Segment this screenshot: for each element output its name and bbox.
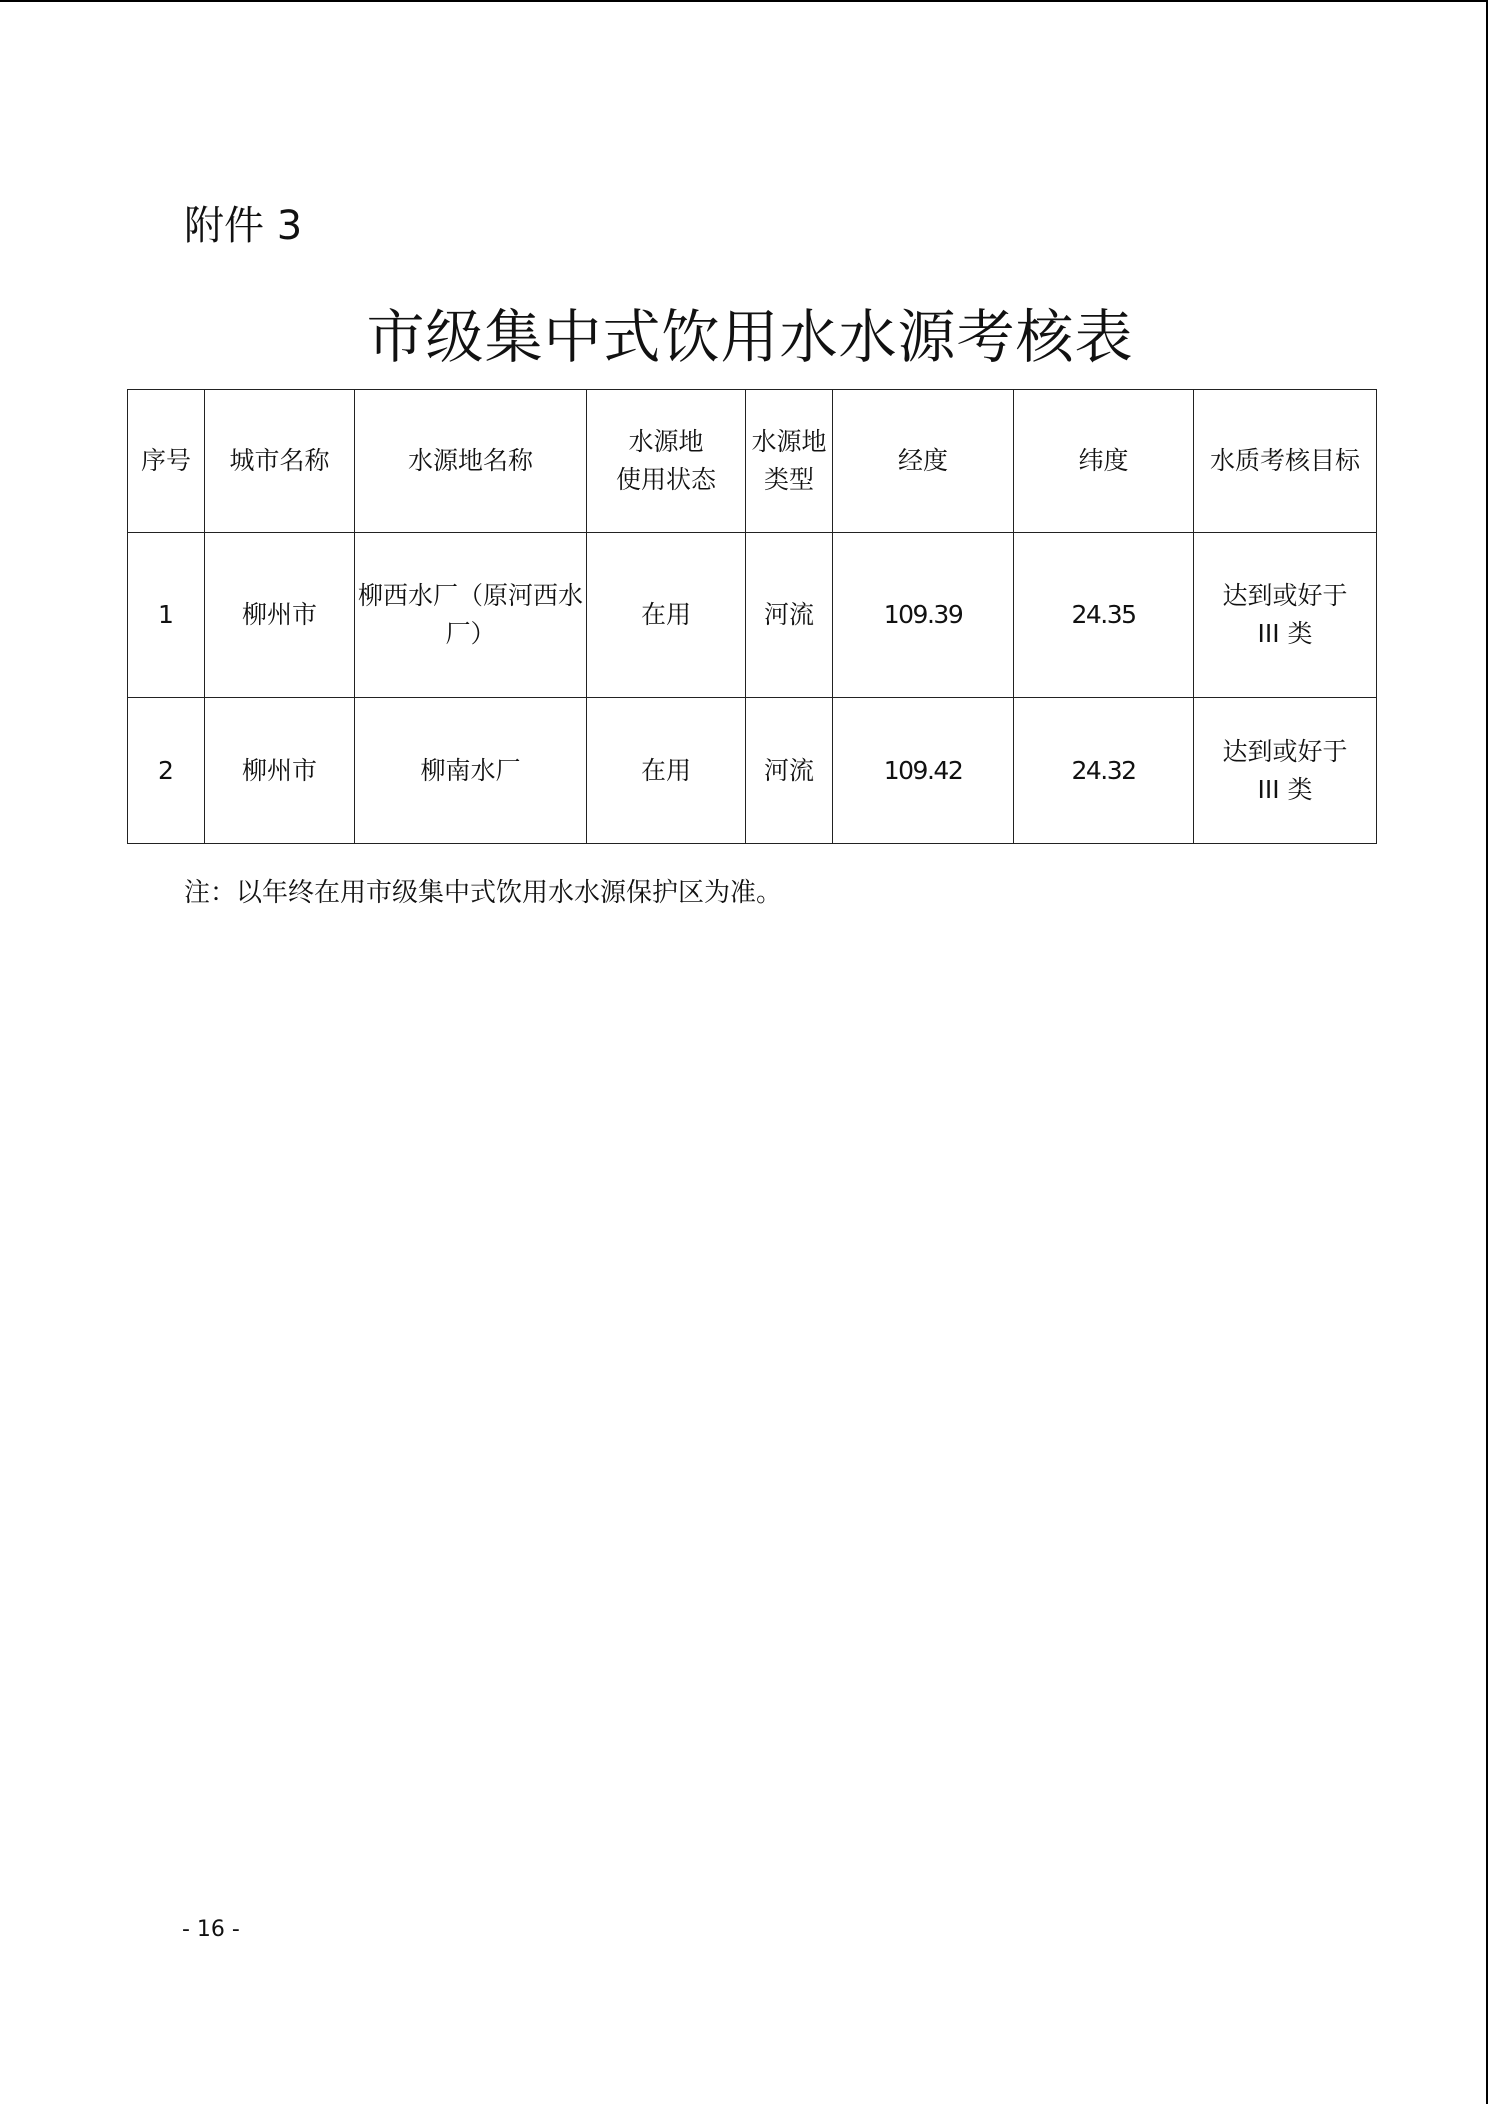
header-city: 城市名称: [205, 390, 355, 533]
cell-city: 柳州市: [205, 533, 355, 698]
page-border-top: [0, 0, 1488, 2]
cell-target: [1194, 533, 1377, 698]
cell-seq: 2: [128, 698, 205, 844]
cell-seq: 1: [128, 533, 205, 698]
header-type: [746, 390, 833, 533]
header-status: [587, 390, 746, 533]
table-row: [128, 698, 1377, 844]
table-note: 注：以年终在用市级集中式饮用水水源保护区为准。: [184, 878, 783, 908]
cell-source-name: 柳南水厂: [355, 698, 587, 844]
cell-target-line1: 达到或好于: [1222, 736, 1348, 766]
header-source-name: 水源地名称: [355, 390, 587, 533]
table-row: [128, 533, 1377, 698]
cell-type: 河流: [746, 533, 833, 698]
header-longitude: 经度: [833, 390, 1014, 533]
header-target: 水质考核目标: [1194, 390, 1377, 533]
cell-target-line2: III 类: [1257, 774, 1313, 804]
attachment-label: 附件 3: [184, 203, 303, 249]
cell-longitude: 109.39: [833, 533, 1014, 698]
cell-target-line1: 达到或好于: [1222, 581, 1348, 610]
table-header-row: [128, 390, 1377, 533]
cell-city: 柳州市: [205, 698, 355, 844]
header-type-line1: 水源地: [751, 427, 827, 456]
cell-latitude: 24.32: [1014, 698, 1194, 844]
cell-target-line2: III 类: [1257, 619, 1313, 648]
page-title: 市级集中式饮用水水源考核表: [366, 303, 1134, 371]
header-latitude: 纬度: [1014, 390, 1194, 533]
cell-longitude: 109.42: [833, 698, 1014, 844]
header-seq: 序号: [128, 390, 205, 533]
assessment-table: [127, 389, 1377, 844]
header-status-line1: 水源地: [628, 427, 704, 456]
cell-status: 在用: [587, 533, 746, 698]
cell-status: 在用: [587, 698, 746, 844]
cell-target: [1194, 698, 1377, 844]
cell-source-name: 柳西水厂（原河西水厂）: [355, 533, 587, 698]
cell-latitude: 24.35: [1014, 533, 1194, 698]
cell-type: 河流: [746, 698, 833, 844]
page-number: - 16 -: [182, 1917, 240, 1942]
header-type-line2: 类型: [763, 465, 814, 494]
header-status-line2: 使用状态: [615, 465, 716, 494]
